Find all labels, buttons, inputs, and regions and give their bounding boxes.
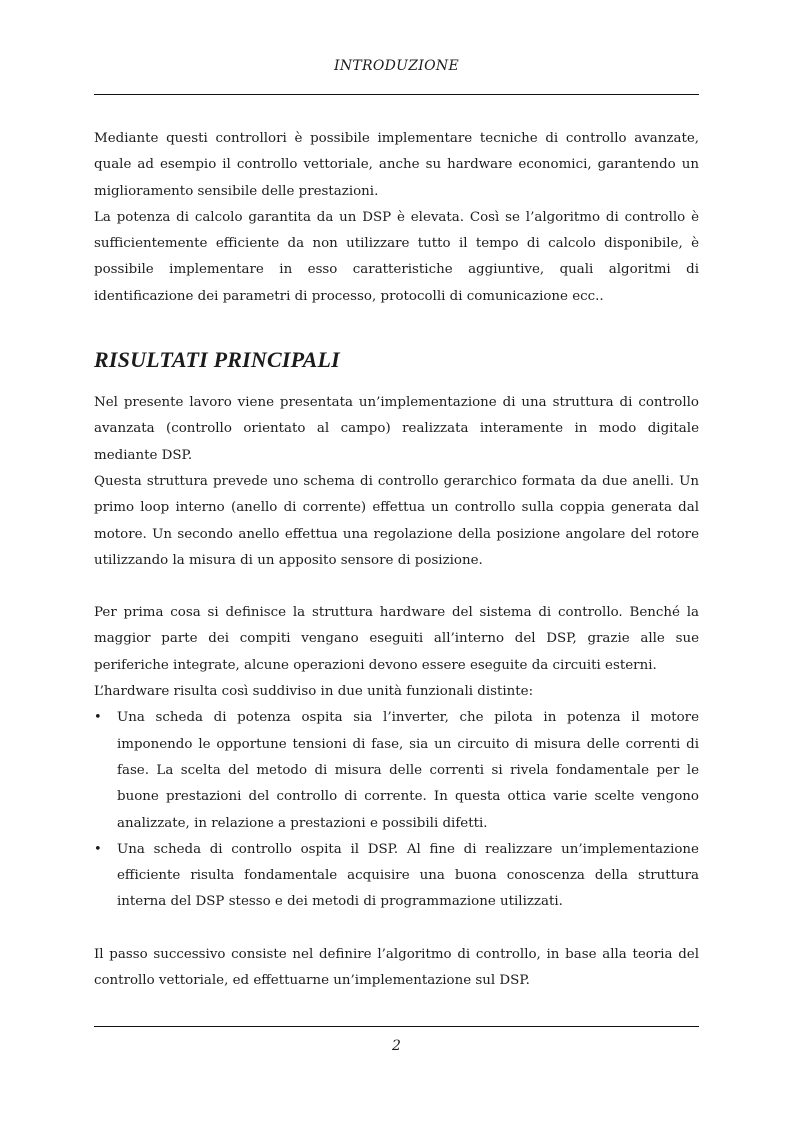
list-item-text: Una scheda di potenza ospita sia l’inverter, che pilota in potenza il motore imponendo le opportune tensioni di fase, sia un circuito di misura delle correnti di fase. La scelta del metodo di misura delle correnti si rivela fondamentale per le buone prestazioni del controllo di corrente. In questa ottica varie scelte vengono analizzate, in relazione a prestazioni e possibili difetti. [117, 710, 699, 831]
header-rule [94, 94, 699, 95]
list-item [94, 705, 699, 836]
closing-paragraph: Il passo successivo consiste nel definire l’algoritmo di controllo, in base alla teoria del controllo vettoriale, ed effettuarne un’implementazione sul DSP. [94, 946, 699, 989]
body-paragraph: Per prima cosa si definisce la struttura hardware del sistema di controllo. Benché la maggior parte dei compiti vengano eseguiti all’interno del DSP, grazie alle sue periferiche integrate, alcune operazioni devono essere eseguite da circuiti esterni. [94, 605, 699, 673]
bullet-icon: • [94, 841, 102, 857]
running-header: INTRODUZIONE [334, 58, 459, 74]
body-paragraph: Nel presente lavoro viene presentata un’implementazione di una struttura di controllo avanzata (controllo orientato al campo) realizzata interamente in modo digitale mediante DSP. [94, 395, 699, 463]
list-item-text: Una scheda di controllo ospita il DSP. Al fine di realizzare un’implementazione efficiente risulta fondamentale acquisire una buona conoscenza della struttura interna del DSP stesso e dei metodi di programmazione utilizzati. [117, 841, 699, 910]
list-item [94, 837, 699, 916]
spacer [94, 310, 699, 336]
spacer [94, 916, 699, 942]
bullet-list [94, 705, 699, 915]
bullet-icon: • [94, 710, 102, 726]
intro-paragraph: Mediante questi controllori è possibile implementare tecniche di controllo avanzate, quale ad esempio il controllo vettoriale, anche su hardware economici, garantendo un miglioramento sensibile delle prestazioni. [94, 131, 699, 199]
body-paragraph: L’hardware risulta così suddiviso in due unità funzionali distinte: [94, 684, 534, 700]
page-number: 2 [392, 1038, 401, 1054]
body-paragraph: Questa struttura prevede uno schema di controllo gerarchico formata da due anelli. Un primo loop interno (anello di corrente) effettua un controllo sulla coppia generata dal motore. Un secondo anello effettua una regolazione della posizione angolare del rotore utilizzando la misura di un apposito sensore di posizione. [94, 473, 699, 568]
section-heading: RISULTATI PRINCIPALI [94, 347, 340, 373]
spacer [94, 574, 699, 600]
footer-rule [94, 1026, 699, 1027]
intro-paragraph: La potenza di calcolo garantita da un DSP è elevata. Così se l’algoritmo di controllo è sufficientemente efficiente da non utilizzare tutto il tempo di calcolo disponibile, è possibile implementare in esso caratteristiche aggiuntive, quali algoritmi di identificazione dei parametri di processo, protocolli di comunicazione ecc.. [94, 209, 699, 304]
page-body [94, 126, 699, 994]
